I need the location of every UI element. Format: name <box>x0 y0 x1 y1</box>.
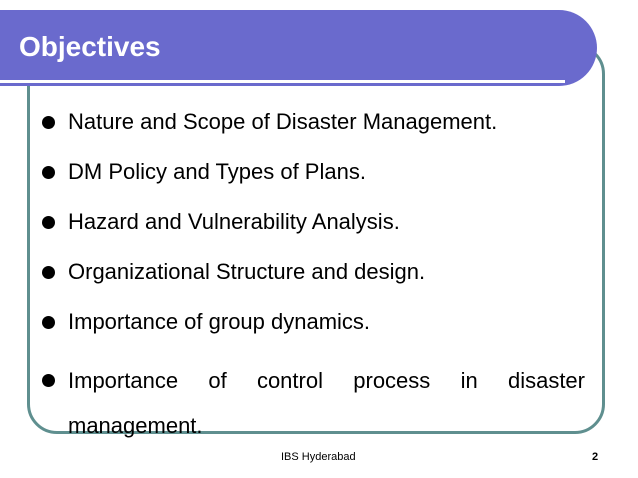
bullet-item <box>40 108 585 158</box>
title-underline <box>0 80 565 83</box>
bullet-dot-icon <box>42 116 55 129</box>
bullet-text: DM Policy and Types of Plans. <box>68 159 366 184</box>
footer-text: IBS Hyderabad <box>281 451 356 463</box>
bullet-list <box>40 108 585 448</box>
bullet-dot-icon <box>42 166 55 179</box>
bullet-dot-icon <box>42 316 55 329</box>
bullet-text: Organizational Structure and design. <box>68 259 426 284</box>
bullet-text: Importance of control process in disaster management. <box>68 368 585 438</box>
bullet-text: Nature and Scope of Disaster Management. <box>68 109 498 134</box>
bullet-text: Importance of group dynamics. <box>68 309 371 334</box>
slide-title: Objectives <box>19 31 161 62</box>
bullet-item <box>40 208 585 258</box>
bullet-text: Hazard and Vulnerability Analysis. <box>68 209 400 234</box>
bullet-item <box>40 158 585 208</box>
bullet-dot-icon <box>42 266 55 279</box>
bullet-item <box>40 308 585 358</box>
bullet-item <box>40 258 585 308</box>
bullet-dot-icon <box>42 374 55 387</box>
bullet-dot-icon <box>42 216 55 229</box>
page-number: 2 <box>592 451 599 463</box>
bullet-item <box>40 358 585 448</box>
